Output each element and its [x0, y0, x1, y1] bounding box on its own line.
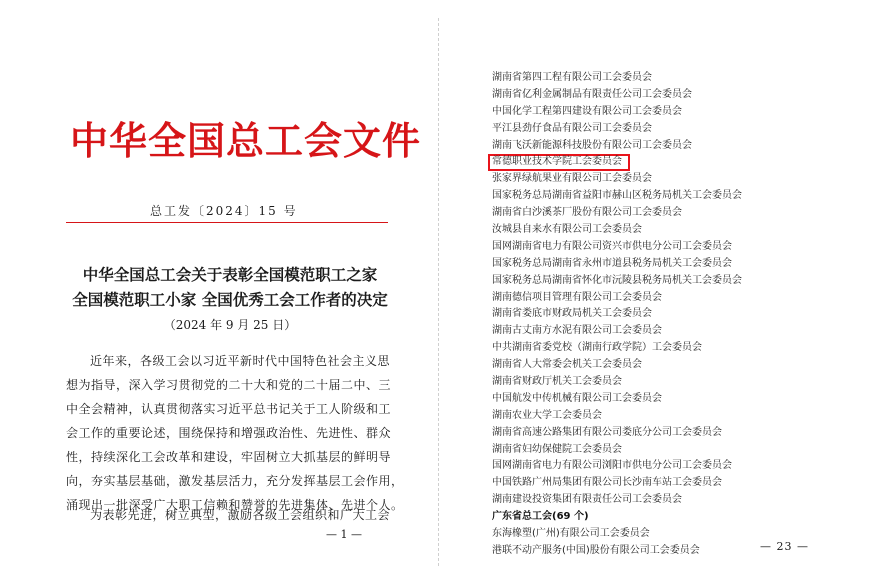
header-divider	[66, 222, 388, 223]
list-item: 港联不动产服务(中国)股份有限公司工会委员会	[492, 544, 700, 556]
body-line: 中全会精神，认真贯彻落实习近平总书记关于工人阶级和工	[66, 402, 392, 416]
page-number-left: — 1 —	[326, 528, 362, 541]
decision-title-line1: 中华全国总工会关于表彰全国模范职工之家	[82, 265, 378, 284]
list-item: 东海橡塑(广州)有限公司工会委员会	[492, 528, 650, 540]
highlighted-list-item: 常德职业技术学院工会委员会	[488, 154, 630, 171]
list-item: 国家税务总局湖南省怀化市沅陵县税务局机关工会委员会	[492, 274, 742, 286]
list-item: 中共湖南省委党校（湖南行政学院）工会委员会	[492, 342, 702, 354]
list-item: 国网湖南省电力有限公司资兴市供电分公司工会委员会	[492, 240, 732, 252]
body-line: 性，持续深化工会改革和建设，牢固树立大抓基层的鲜明导	[66, 450, 392, 464]
list-item: 中国化学工程第四建设有限公司工会委员会	[492, 105, 682, 117]
section-heading: 广东省总工会(69 个)	[492, 511, 589, 523]
body-line: 想为指导，深入学习贯彻党的二十大和党的二十届二中、三	[66, 378, 392, 392]
body-line: 涌现出一批深受广大职工信赖和赞誉的先进集体、先进个人。	[66, 498, 404, 512]
list-item: 湖南德信项目管理有限公司工会委员会	[492, 291, 662, 303]
award-list	[492, 70, 742, 560]
list-item: 湖南省财政厅机关工会委员会	[492, 376, 622, 388]
list-item: 湖南省白沙溪茶厂股份有限公司工会委员会	[492, 207, 682, 219]
list-item: 湖南省亿利金属制品有限责任公司工会委员会	[492, 88, 692, 100]
body-line: 会工作的重要论述，围绕保持和增强政治性、先进性、群众	[66, 426, 392, 440]
body-line: 为表彰先进，树立典型，激励各级工会组织和广大工会	[90, 508, 391, 522]
decision-title-line2: 全国模范职工小家 全国优秀工会工作者的决定	[72, 290, 388, 309]
list-item: 湖南农业大学工会委员会	[492, 409, 602, 421]
list-item: 平江县劲仔食品有限公司工会委员会	[492, 122, 652, 134]
document-number: 总工发〔2024〕15 号	[150, 204, 298, 218]
list-item: 国家税务总局湖南省益阳市赫山区税务局机关工会委员会	[492, 190, 742, 202]
document-header-title: 中华全国总工会文件	[70, 119, 422, 163]
list-item	[492, 154, 742, 171]
list-item: 湖南省娄底市财政局机关工会委员会	[492, 308, 652, 320]
list-item: 湖南省人大常委会机关工会委员会	[492, 359, 642, 371]
list-item: 湖南建设投资集团有限责任公司工会委员会	[492, 494, 682, 506]
list-item: 湖南省高速公路集团有限公司娄底分公司工会委员会	[492, 426, 722, 438]
list-item: 湖南省妇幼保健院工会委员会	[492, 443, 622, 455]
list-item: 国家税务总局湖南省永州市道县税务局机关工会委员会	[492, 257, 732, 269]
list-item: 湖南古丈南方水泥有限公司工会委员会	[492, 325, 662, 337]
list-item: 中国航发中传机械有限公司工会委员会	[492, 392, 662, 404]
page-number-right: — 23 —	[760, 540, 809, 553]
decision-date: （2024 年 9 月 25 日）	[163, 318, 297, 332]
body-line: 向，夯实基层基础，激发基层活力，充分发挥基层工会作用，	[66, 474, 404, 488]
list-item: 中国铁路广州局集团有限公司长沙南车站工会委员会	[492, 477, 722, 489]
list-item: 汝城县自来水有限公司工会委员会	[492, 224, 642, 236]
page-fold-divider	[438, 18, 439, 566]
list-item: 湖南飞沃新能源科技股份有限公司工会委员会	[492, 139, 692, 151]
left-page	[0, 0, 440, 583]
list-item: 张家界绿航果业有限公司工会委员会	[492, 173, 652, 185]
list-item: 国网湖南省电力有限公司浏阳市供电分公司工会委员会	[492, 460, 732, 472]
body-line: 近年来，各级工会以习近平新时代中国特色社会主义思	[90, 354, 391, 368]
list-item: 湖南省第四工程有限公司工会委员会	[492, 72, 652, 83]
